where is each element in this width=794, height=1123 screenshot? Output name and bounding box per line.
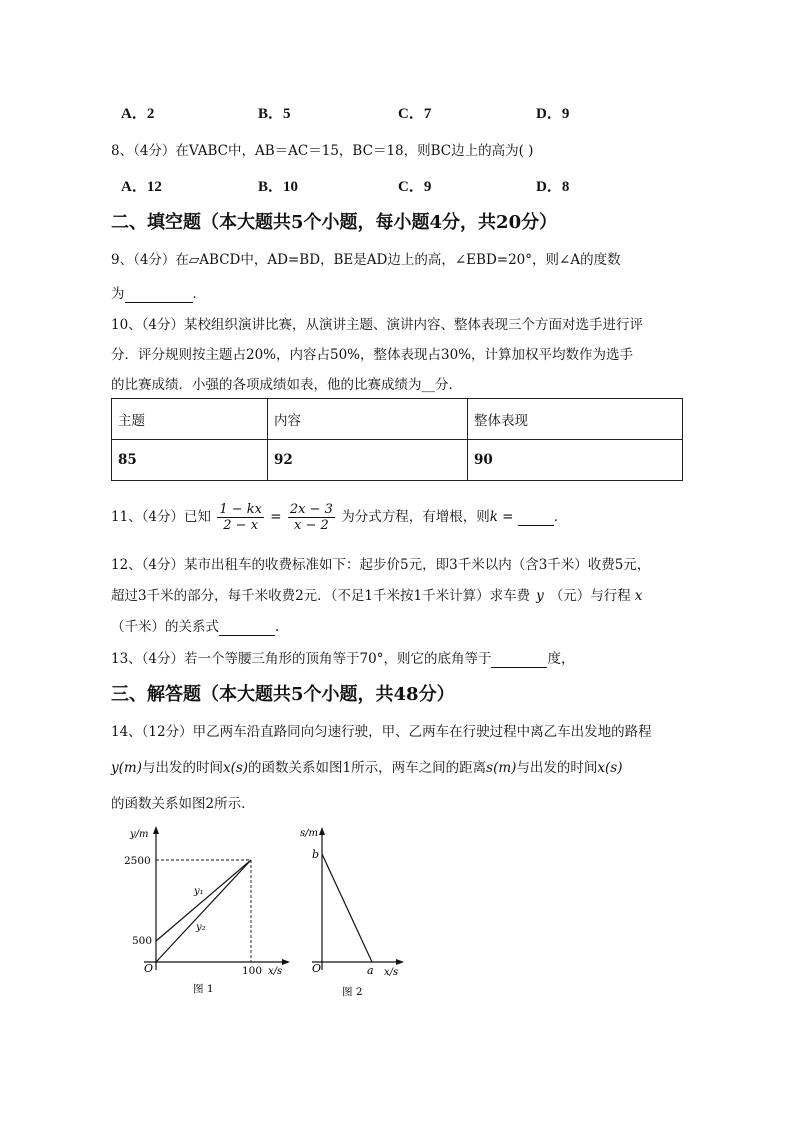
figure-2-graph: [290, 820, 410, 1002]
q11-answer-blank: [518, 509, 554, 526]
figure-2-x-tick-a: a: [367, 964, 374, 977]
q7-option-d: D．9: [536, 106, 570, 122]
q14-line-3: 的函数关系如图2所示.: [111, 796, 246, 812]
q12-line-3: [111, 615, 289, 636]
q12-line-3-text: （千米）的关系式: [111, 619, 219, 635]
q8-option-b: B．10: [258, 179, 299, 195]
q11-lhs-numerator: 1 − kx: [219, 502, 262, 517]
figure-1-xlabel: x/s: [268, 966, 283, 977]
figure-1-origin: O: [144, 962, 154, 975]
figure-1-line-y2: [156, 860, 251, 962]
score-table: [111, 398, 683, 481]
table-header-performance: 整体表现: [468, 399, 683, 440]
q8-option-c: C．9: [398, 179, 432, 195]
figure-1-label-y2: y₂: [196, 922, 206, 933]
q11-rhs-denominator: x − 2: [294, 518, 329, 533]
q11-line: [111, 502, 567, 533]
q9-line-1: 9、（4分）在▱ABCD中，AD=BD，BE是AD边上的高，∠EBD=20°，则∠A的度数: [111, 252, 621, 268]
q12-suffix: ．: [275, 619, 289, 635]
figure-2-line-s: [322, 854, 372, 962]
figure-1-y-arrow: [153, 826, 159, 834]
figure-1-x-tick-100: 100: [242, 965, 263, 977]
figure-2-origin: O: [312, 962, 322, 975]
q7-option-b: B．5: [258, 106, 291, 122]
q14-y-of-m: y(m): [111, 760, 142, 776]
q14-s-of-m: s(m): [486, 760, 517, 776]
figure-2-y-tick-b: b: [312, 848, 320, 861]
q11-lhs-denominator: 2 − x: [223, 518, 259, 533]
q14-line-2b: 与出发的时间: [141, 760, 223, 776]
figure-1-caption: 图 1: [193, 983, 214, 995]
q13-prefix: 13、（4分）若一个等腰三角形的顶角等于70°，则它的底角等于: [111, 651, 492, 667]
table-cell-topic-score: 85: [112, 440, 268, 481]
table-header-row: [112, 399, 683, 440]
q7-option-a: A．2: [121, 106, 155, 122]
table-row: [112, 440, 683, 481]
q7-option-c: C．7: [398, 106, 432, 122]
figure-1-label-y1: y₁: [194, 886, 204, 897]
figure-2-ylabel: s/m: [300, 828, 318, 839]
q12-line-1: 12、（4分）某市出租车的收费标准如下：起步价5元，即3千米以内（含3千米）收费5元，: [111, 557, 651, 573]
q13-answer-blank: [491, 651, 547, 668]
figure-1-x-arrow: [282, 959, 290, 965]
figure-1-graph: [118, 822, 298, 1002]
figure-1-y-tick-500: 500: [132, 935, 153, 947]
q12-line-2a: 超过3千米的部分，每千米收费2元．（不足1千米按1千米计算）求车费: [111, 588, 531, 604]
q10-line-1: 10、（4分）某校组织演讲比赛，从演讲主题、演讲内容、整体表现三个方面对选手进行评: [111, 317, 644, 333]
figure-2-xlabel: x/s: [384, 967, 399, 978]
q11-rhs-fraction: [288, 502, 335, 533]
q11-k: k: [489, 509, 498, 525]
q11-suffix: ．: [553, 509, 568, 525]
q9-suffix: ．: [192, 286, 206, 302]
figure-2-y-arrow: [319, 827, 325, 835]
q14-line-1: 14、（12分）甲乙两车沿直路同向匀速行驶，甲、乙两车在行驶过程中离乙车出发地的路程: [111, 724, 652, 740]
figure-2-x-arrow: [396, 959, 404, 965]
q9-prefix: 为: [111, 286, 125, 302]
q14-line-2d: 的函数关系如图1所示，两车之间的距离: [248, 760, 487, 776]
q11-middle: 为分式方程，有增根，则: [341, 509, 490, 525]
table-header-topic: 主题: [112, 399, 268, 440]
q14-line-2: [111, 756, 622, 776]
q12-var-y: y: [536, 588, 544, 604]
q12-answer-blank: [219, 619, 275, 636]
figure-1-y-tick-2500: 2500: [124, 855, 151, 867]
q11-lhs-fraction: [217, 502, 264, 533]
q8-text: 8、（4分）在VABC中，AB＝AC＝15，BC＝18，则BC边上的高为( ): [111, 143, 534, 159]
table-header-content: 内容: [268, 399, 468, 440]
q9-line-2: [111, 282, 206, 303]
q8-option-d: D．8: [536, 179, 570, 195]
q10-line-3: 的比赛成绩．小强的各项成绩如表，他的比赛成绩为__分．: [111, 377, 462, 393]
q12-line-2: [111, 584, 642, 604]
q13-suffix: 度，: [547, 651, 575, 667]
q11-eq2: =: [497, 509, 518, 525]
q11-equals: =: [270, 509, 282, 525]
figure-2-caption: 图 2: [342, 986, 363, 998]
q10-line-2: 分．评分规则按主题占20%，内容占50%，整体表现占30%，计算加权平均数作为选手: [111, 347, 634, 363]
q11-rhs-numerator: 2x − 3: [289, 502, 333, 517]
q14-line-2f: 与出发的时间: [516, 760, 598, 776]
q8-option-a: A．12: [121, 179, 162, 195]
q12-line-2b: （元）与行程: [549, 588, 631, 604]
q14-x-of-s-2: x(s): [597, 760, 623, 776]
table-cell-content-score: 92: [268, 440, 468, 481]
q11-prefix: 11、（4分）已知: [111, 509, 212, 525]
table-cell-performance-score: 90: [468, 440, 683, 481]
q12-var-x: x: [634, 588, 643, 604]
q9-answer-blank: [125, 286, 193, 303]
q13-line: [111, 647, 574, 668]
section-2-title: 二、填空题（本大题共5个小题，每小题4分，共20分）: [111, 212, 558, 233]
section-3-title: 三、解答题（本大题共5个小题，共48分）: [111, 684, 455, 705]
figure-1-ylabel: y/m: [130, 829, 149, 840]
q14-x-of-s: x(s): [222, 760, 249, 776]
